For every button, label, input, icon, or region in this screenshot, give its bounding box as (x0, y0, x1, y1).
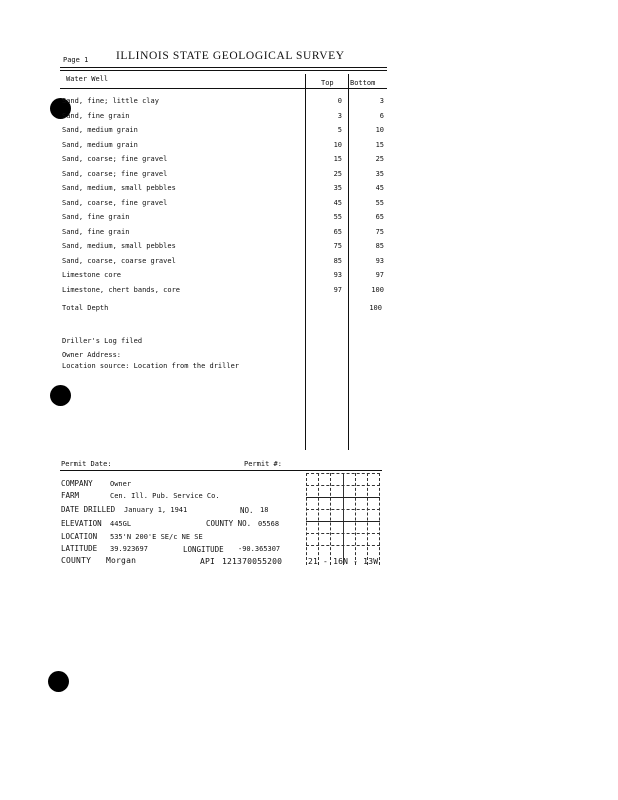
binder-hole-bottom (48, 671, 69, 692)
log-row-top: 25 (333, 170, 342, 178)
api-value: 121370055200 (222, 557, 283, 566)
location-value: 535'N 200'E SE/c NE SE (110, 533, 203, 541)
title-rule-top (60, 67, 387, 68)
log-row-bottom: 3 (379, 97, 384, 105)
drillers-log-note: Driller's Log filed (62, 337, 143, 345)
log-row-top: 15 (333, 155, 342, 163)
log-row-formation: Sand, coarse, coarse gravel (62, 257, 176, 265)
log-row-top: 10 (333, 141, 342, 149)
log-row-top: 0 (337, 97, 342, 105)
log-row-top: 5 (337, 126, 342, 134)
log-row-bottom: 25 (375, 155, 384, 163)
log-row-top: 45 (333, 199, 342, 207)
survey-title: ILLINOIS STATE GEOLOGICAL SURVEY (116, 50, 345, 62)
elevation-label: ELEVATION (61, 519, 102, 528)
farm-label: FARM (61, 491, 80, 500)
county-label: COUNTY (61, 556, 92, 565)
section-location-grid (306, 473, 380, 565)
column-divider-left (305, 74, 306, 450)
binder-hole-middle (50, 385, 71, 406)
latitude-value: 39.923697 (110, 545, 148, 553)
log-row-bottom: 85 (375, 242, 384, 250)
page-number: Page 1 (63, 56, 89, 64)
log-row-formation: Sand, medium, small pebbles (62, 242, 176, 250)
log-row-formation: Sand, fine grain (62, 213, 130, 221)
county-no-value: 05568 (258, 520, 280, 528)
well-no-label: NO. (240, 506, 254, 515)
county-value: Morgan (106, 556, 137, 565)
log-row-formation: Sand, coarse; fine gravel (62, 155, 168, 163)
company-value: Owner (110, 480, 132, 488)
log-row-formation: Limestone core (62, 271, 122, 279)
company-label: COMPANY (61, 479, 93, 488)
township-range: 21 - 16N - 13W (308, 557, 379, 566)
log-row-bottom: 93 (375, 257, 384, 265)
log-row-top: 85 (333, 257, 342, 265)
log-row-bottom: 15 (375, 141, 384, 149)
log-row-formation: Sand, medium grain (62, 141, 138, 149)
log-row-top: 55 (333, 213, 342, 221)
log-row-formation: Sand, medium, small pebbles (62, 184, 176, 192)
date-drilled-value: January 1, 1941 (124, 506, 188, 514)
owner-address: Owner Address: (62, 351, 122, 359)
title-rule-bottom (60, 70, 387, 71)
log-row-bottom: 65 (375, 213, 384, 221)
col-top-header: Top (321, 79, 334, 87)
permit-date-label: Permit Date: (61, 460, 112, 468)
log-row-formation: Sand, coarse, fine gravel (62, 199, 168, 207)
well-no-value: 18 (260, 506, 269, 514)
log-row-bottom: 35 (375, 170, 384, 178)
log-row-top: 65 (333, 228, 342, 236)
farm-value: Cen. Ill. Pub. Service Co. (110, 492, 220, 500)
longitude-label: LONGITUDE (183, 545, 224, 554)
permit-rule (60, 470, 382, 471)
log-row-top: 35 (333, 184, 342, 192)
log-row-formation: Limestone, chert bands, core (62, 286, 181, 294)
elevation-value: 445GL (110, 520, 132, 528)
log-row-bottom: 6 (379, 112, 384, 120)
log-row-bottom: 75 (375, 228, 384, 236)
log-row-formation: Sand, fine grain (62, 112, 130, 120)
log-row-formation: Sand, medium grain (62, 126, 138, 134)
log-row-bottom: 55 (375, 199, 384, 207)
column-divider-right (348, 74, 349, 450)
location-source: Location source: Location from the driller (62, 362, 240, 370)
latitude-label: LATITUDE (61, 544, 98, 553)
total-depth-label: Total Depth (62, 304, 109, 312)
log-row-bottom: 100 (371, 286, 384, 294)
permit-number-label: Permit #: (244, 460, 282, 468)
log-row-bottom: 10 (375, 126, 384, 134)
log-row-top: 3 (337, 112, 342, 120)
log-row-bottom: 97 (375, 271, 384, 279)
log-row-formation: Sand, fine grain (62, 228, 130, 236)
date-drilled-label: DATE DRILLED (61, 505, 116, 514)
col-bottom-header: Bottom (350, 79, 376, 87)
log-row-top: 75 (333, 242, 342, 250)
county-no-label: COUNTY NO. (206, 519, 252, 528)
longitude-value: -90.365307 (238, 545, 281, 553)
log-row-top: 93 (333, 271, 342, 279)
location-label: LOCATION (61, 532, 98, 541)
log-row-top: 97 (333, 286, 342, 294)
api-label: API (200, 557, 216, 566)
log-row-formation: Sand, fine; little clay (62, 97, 159, 105)
log-row-bottom: 45 (375, 184, 384, 192)
header-rule (60, 88, 387, 89)
log-row-formation: Sand, coarse; fine gravel (62, 170, 168, 178)
total-depth-value: 100 (369, 304, 382, 312)
col-formation-header: Water Well (66, 75, 109, 83)
